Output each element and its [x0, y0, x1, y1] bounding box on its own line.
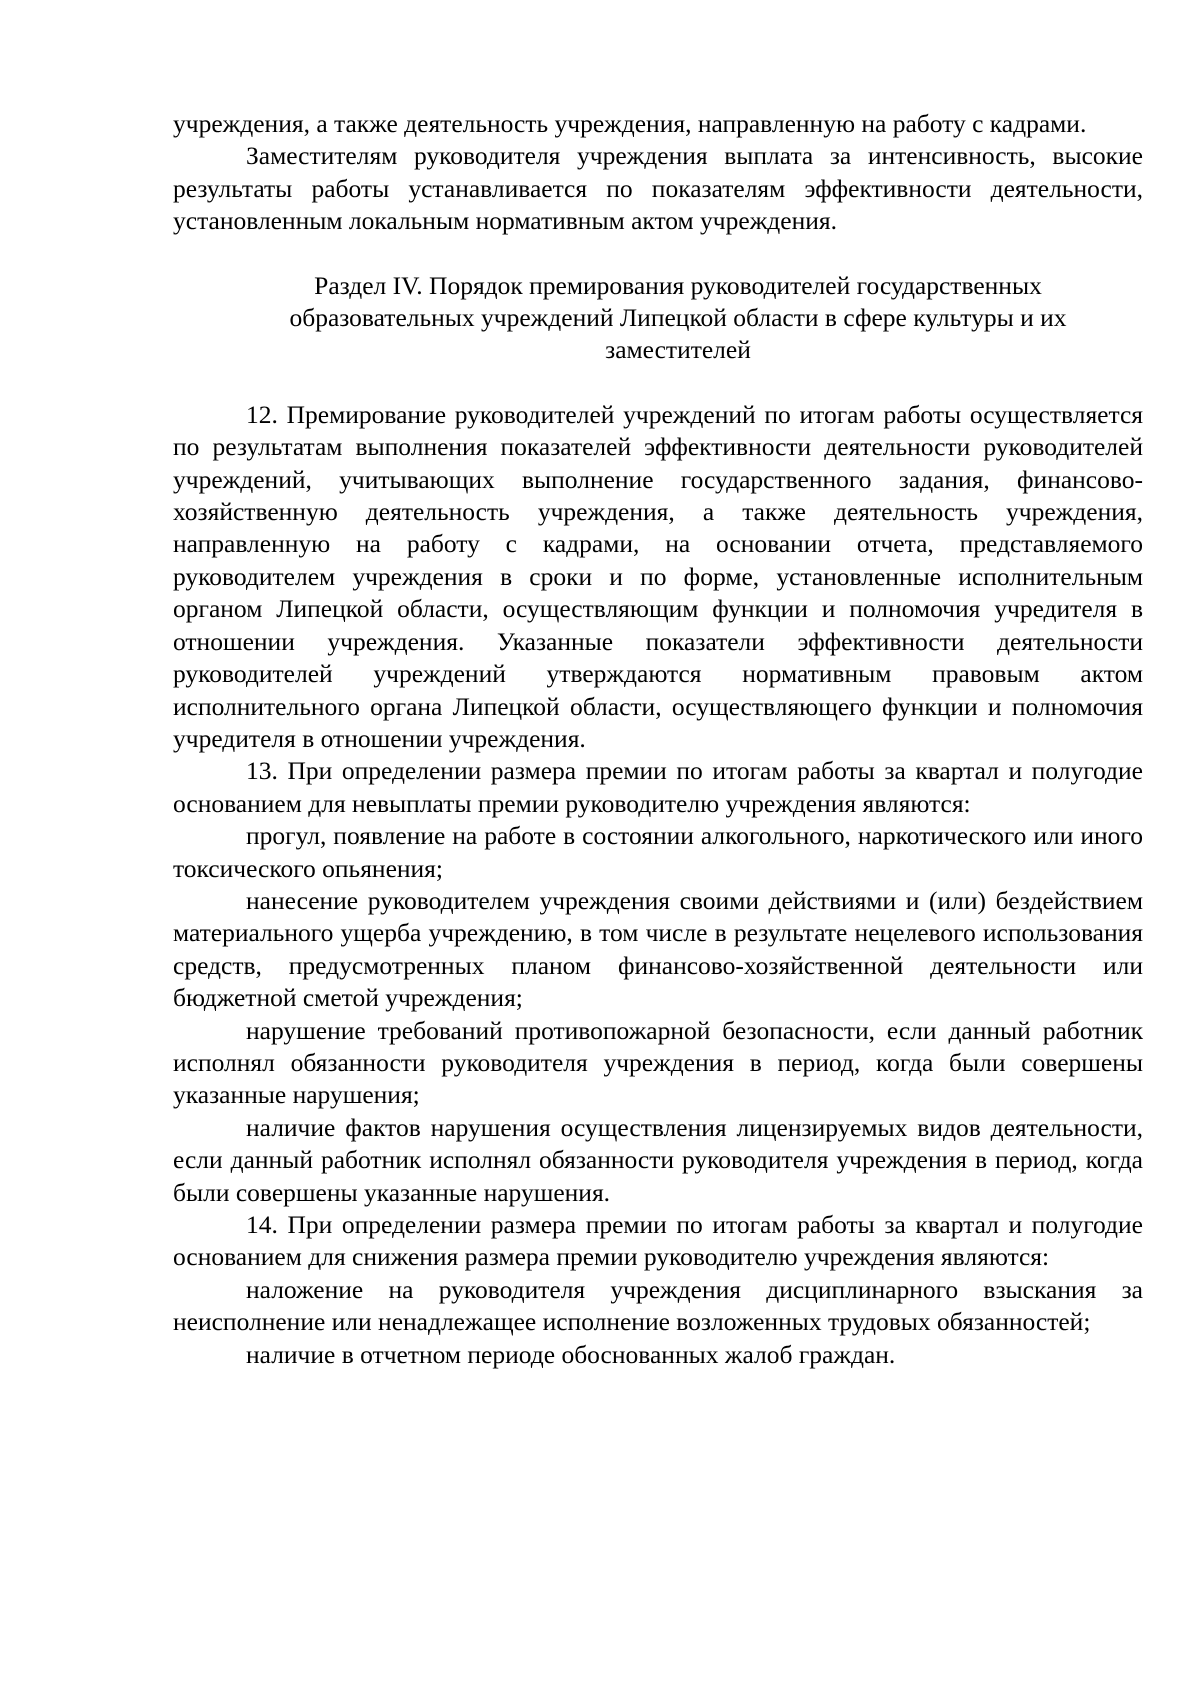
paragraph-13-item-a: прогул, появление на работе в состоянии алкогольного, наркотического или иного токсического опьянения;	[173, 821, 1143, 883]
spacer	[173, 367, 1143, 399]
paragraph-12: 12. Премирование руководителей учреждений по итогам работы осуществляется по результатам выполнения показателей эффективности деятельности руководителей учреждений, учитывающих выполнение государственного задания, финансово-хозяйственную деятельность учреждения, а также деятельность учреждения, направленную на работу с кадрами, на основании отчета, представляемого руководителем учреждения в сроки и по форме, установленные исполнительным органом Липецкой области, осуществляющим функции и полномочия учредителя в отношении учреждения. Указанные показатели эффективности деятельности руководителей учреждений утверждаются нормативным правовым актом исполнительного органа Липецкой области, осуществляющего функции и полномочия учредителя в отношении учреждения.	[173, 399, 1143, 753]
paragraph-13-item-b: нанесение руководителем учреждения своими действиями и (или) бездействием материального ущерба учреждению, в том числе в результате нецелевого использования средств, предусмотренных планом финансово-хозяйственной деятельности или бюджетной сметой учреждения;	[173, 885, 1143, 1013]
paragraph-14: 14. При определении размера премии по итогам работы за квартал и полугодие основанием для снижения размера премии руководителю учреждения являются:	[173, 1210, 1143, 1272]
paragraph-14-item-a: наложение на руководителя учреждения дисциплинарного взыскания за неисполнение или ненадлежащее исполнение возложенных трудовых обязанностей;	[173, 1274, 1143, 1337]
paragraph-13: 13. При определении размера премии по итогам работы за квартал и полугодие основанием для невыплаты премии руководителю учреждения являются:	[173, 756, 1143, 818]
section-heading: Раздел IV. Порядок премирования руководителей государственных образовательных учреждений Липецкой области в сфере культуры и их заместителей	[289, 270, 1067, 365]
paragraph-intro-tail: учреждения, а также деятельность учреждения, направленную на работу с кадрами.	[173, 109, 1087, 138]
paragraph-14-item-b: наличие в отчетном периоде обоснованных жалоб граждан.	[246, 1339, 896, 1369]
paragraph-13-item-d: наличие фактов нарушения осуществления лицензируемых видов деятельности, если данный работник исполнял обязанности руководителя учреждения в период, когда были совершены указанные нарушения.	[173, 1112, 1143, 1207]
document-page	[173, 108, 1143, 1371]
paragraph-13-item-c: нарушение требований противопожарной безопасности, если данный работник исполнял обязанности руководителя учреждения в период, когда были совершены указанные нарушения;	[173, 1015, 1143, 1110]
spacer	[173, 238, 1143, 270]
paragraph-deputies: Заместителям руководителя учреждения выплата за интенсивность, высокие результаты работы устанавливается по показателям эффективности деятельности, установленным локальным нормативным актом учреждения.	[173, 141, 1143, 236]
